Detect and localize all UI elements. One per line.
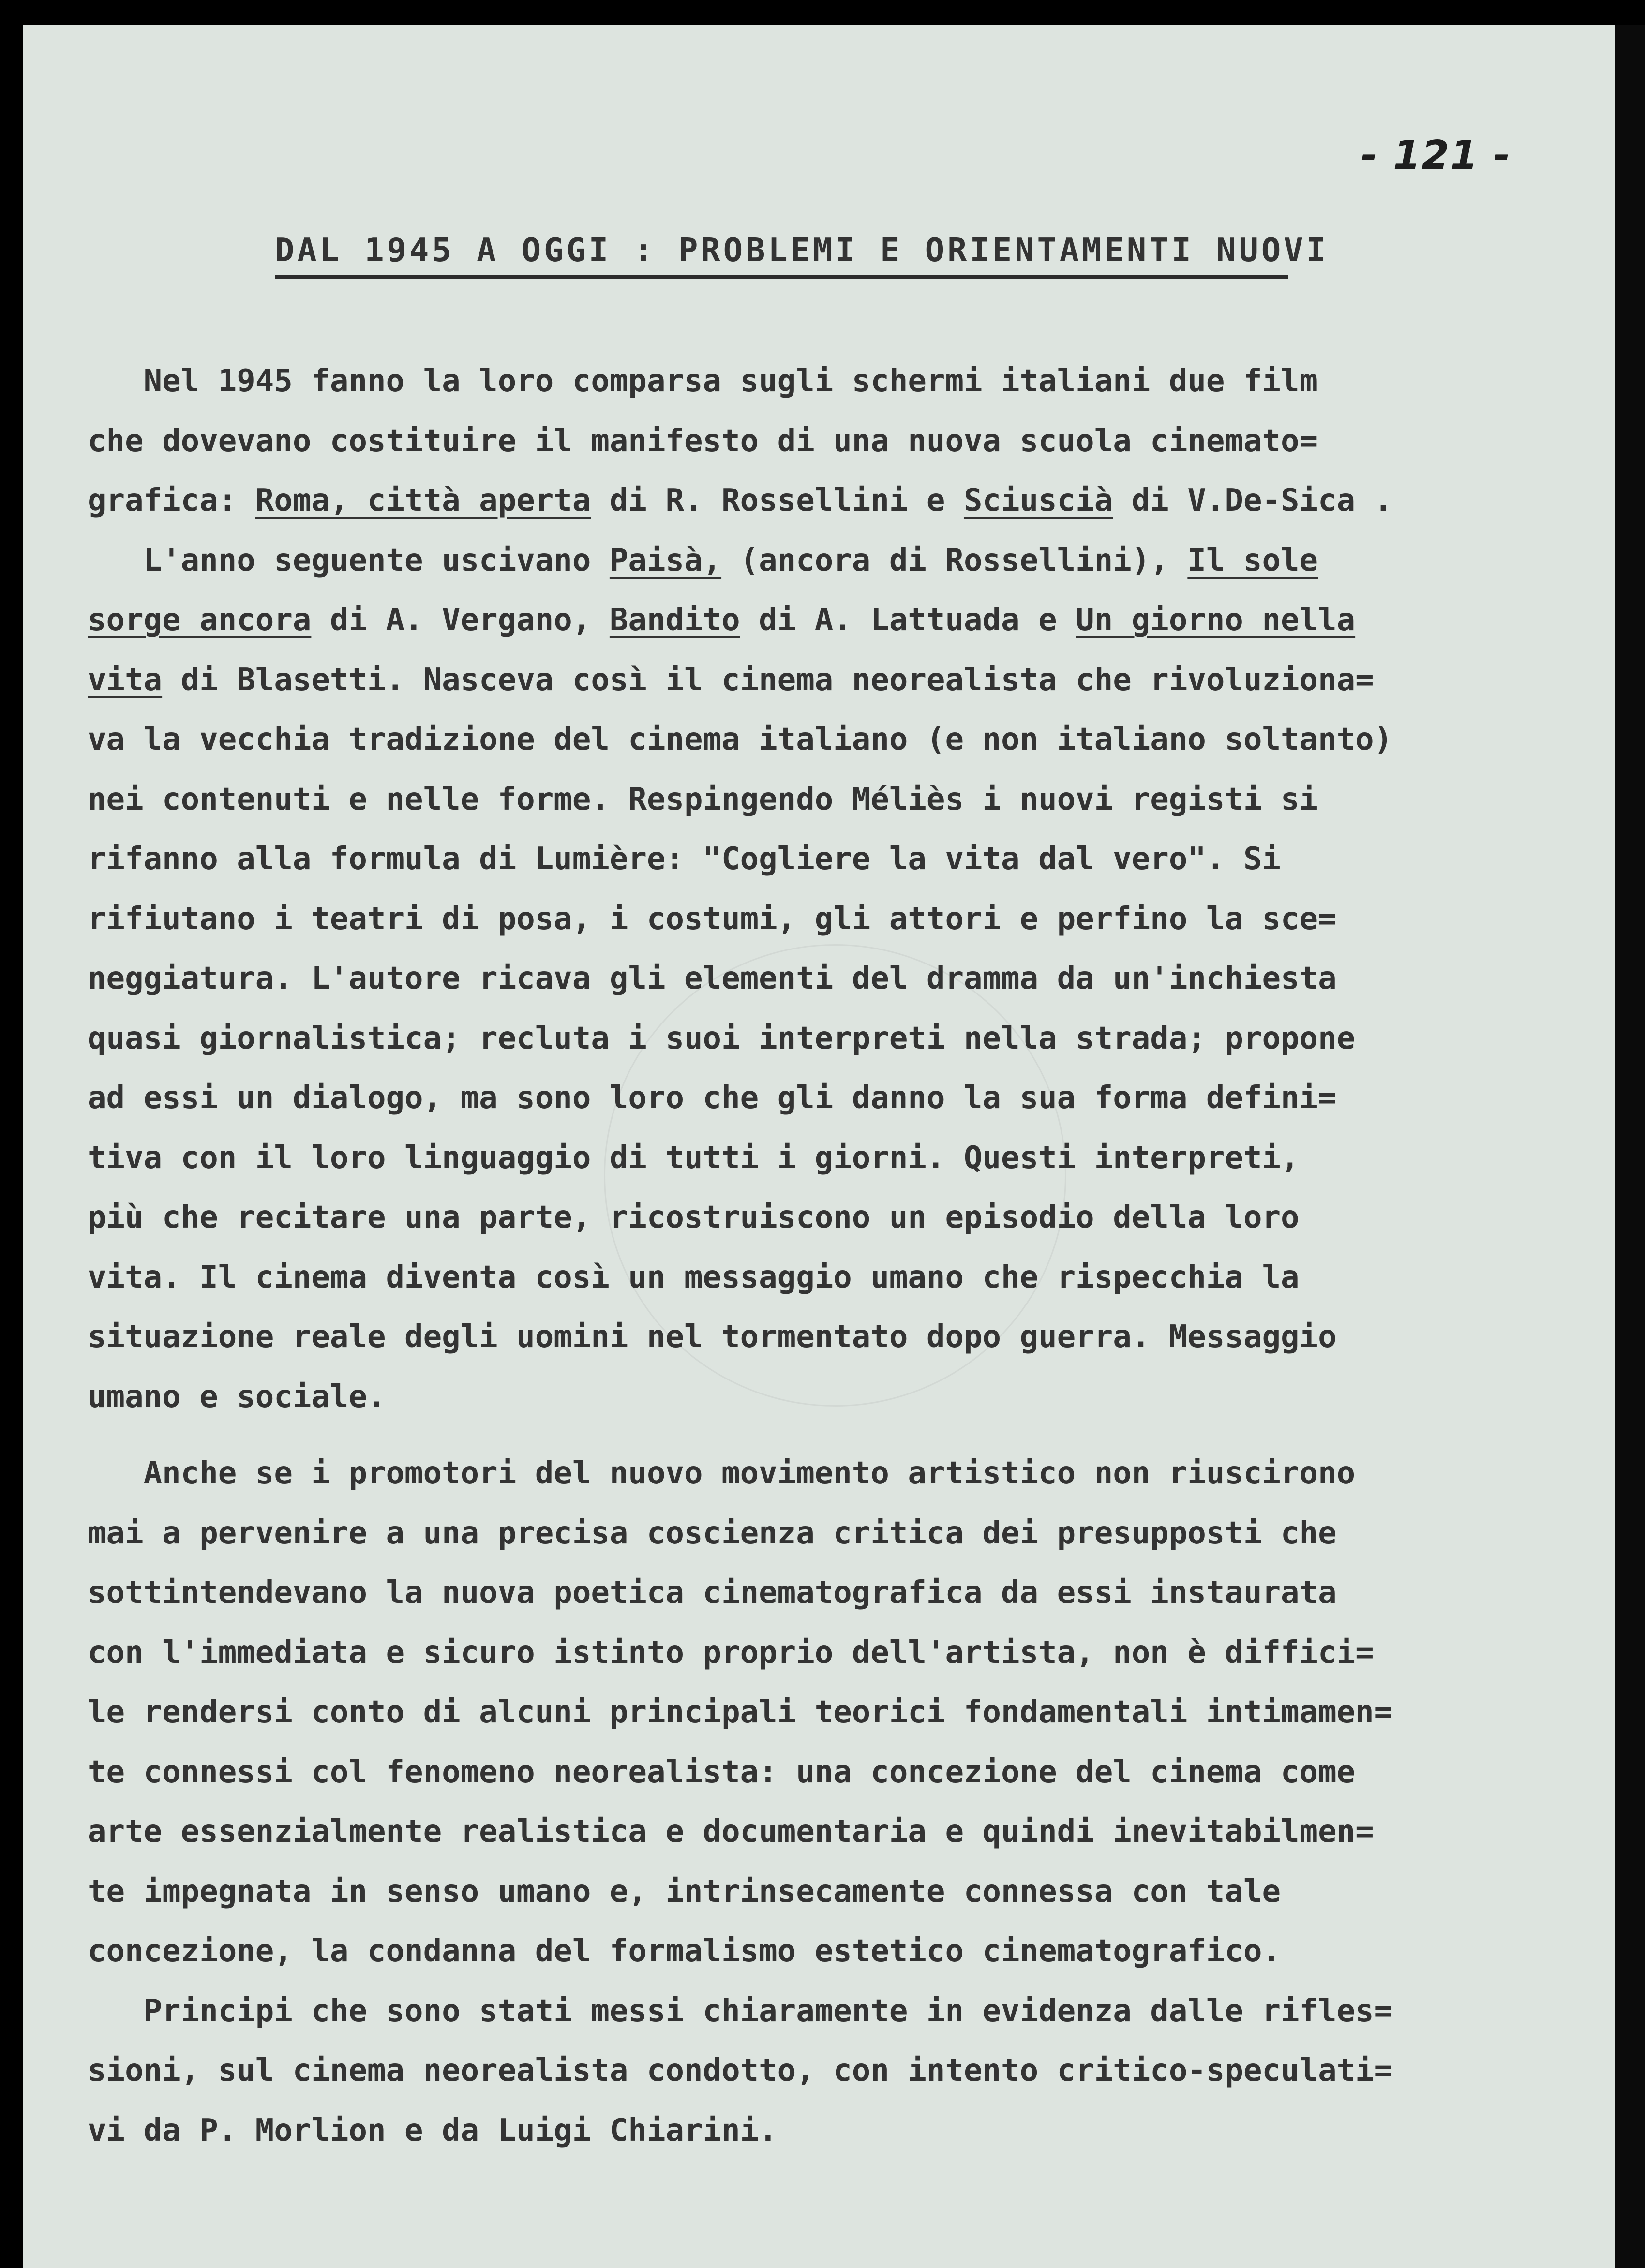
text-line <box>88 1128 1481 1188</box>
underlined-title: Un giorno nella <box>1076 602 1356 638</box>
text-line <box>88 1444 1481 1504</box>
underlined-title: vita <box>88 662 163 698</box>
underlined-title: Roma, città aperta <box>255 483 591 519</box>
underlined-title: sorge ancora <box>88 602 312 638</box>
text-line <box>88 1367 1481 1427</box>
text-line <box>88 949 1481 1009</box>
text-line <box>88 1504 1481 1564</box>
text-segment: te impegnata in senso umano e, intrinsecamente connessa con tale <box>88 1873 1281 1910</box>
text-segment: arte essenzialmente realistica e documentaria e quindi inevitabilmen= <box>88 1814 1374 1850</box>
text-line <box>88 830 1481 889</box>
text-line <box>88 1862 1481 1922</box>
text-line <box>88 2041 1481 2101</box>
text-line <box>88 770 1481 830</box>
text-segment: rifanno alla formula di Lumière: "Cogliere la vita dal vero". Si <box>88 841 1281 877</box>
text-line <box>88 1802 1481 1862</box>
text-segment: ad essi un dialogo, ma sono loro che gli danno la sua forma defini= <box>88 1080 1337 1116</box>
text-segment: di R. Rossellini e <box>591 483 964 519</box>
text-line <box>88 1743 1481 1803</box>
text-line <box>88 1307 1481 1367</box>
text-segment: con l'immediata e sicuro istinto proprio dell'artista, non è diffici= <box>88 1634 1374 1671</box>
text-segment: nei contenuti e nelle forme. Respingendo Méliès i nuovi registi si <box>88 781 1318 817</box>
text-line <box>88 1248 1481 1308</box>
text-segment: (ancora di Rossellini), <box>721 542 1188 578</box>
text-segment: di A. Vergano, <box>311 602 610 638</box>
text-line <box>88 1009 1481 1069</box>
text-segment: L'anno seguente uscivano <box>88 542 610 578</box>
text-line <box>88 531 1481 591</box>
underlined-title: Il sole <box>1187 542 1318 578</box>
text-line <box>88 591 1481 651</box>
text-line <box>88 352 1481 412</box>
text-segment: te connessi col fenomeno neorealista: una concezione del cinema come <box>88 1754 1356 1790</box>
text-segment: mai a pervenire a una precisa coscienza critica dei presupposti che <box>88 1515 1337 1551</box>
text-segment: di A. Lattuada e <box>740 602 1076 638</box>
text-segment: di Blasetti. Nasceva così il cinema neorealista che rivoluziona= <box>162 662 1374 698</box>
text-segment: situazione reale degli uomini nel tormentato dopo guerra. Messaggio <box>88 1319 1337 1355</box>
text-segment: Anche se i promotori del nuovo movimento artistico non riuscirono <box>88 1455 1356 1491</box>
text-line <box>88 889 1481 949</box>
text-line <box>88 1982 1481 2042</box>
text-segment: vita. Il cinema diventa così un messaggio umano che rispecchia la <box>88 1259 1300 1295</box>
text-line <box>88 1623 1481 1683</box>
text-segment: va la vecchia tradizione del cinema italiano (e non italiano soltanto) <box>88 722 1393 757</box>
underlined-title: Bandito <box>609 602 740 638</box>
text-segment: sioni, sul cinema neorealista condotto, con intento critico-speculati= <box>88 2053 1393 2089</box>
text-line <box>88 1068 1481 1128</box>
text-line <box>88 1563 1481 1623</box>
text-segment: sottintendevano la nuova poetica cinematografica da essi instaurata <box>88 1575 1337 1611</box>
text-segment: che dovevano costituire il manifesto di una nuova scuola cinemato= <box>88 423 1318 459</box>
text-line <box>88 1188 1481 1248</box>
text-line <box>88 710 1481 770</box>
document-page <box>23 25 1615 2268</box>
paragraph-gap <box>88 1427 1481 1444</box>
text-line <box>88 2101 1481 2161</box>
text-segment: grafica: <box>88 483 255 519</box>
text-segment: le rendersi conto di alcuni principali teorici fondamentali intimamen= <box>88 1694 1393 1730</box>
text-line <box>88 1922 1481 1982</box>
text-line <box>88 1683 1481 1743</box>
scan-border <box>1615 25 1645 2268</box>
underlined-title: Paisà, <box>609 542 722 578</box>
body-text <box>88 352 1481 2161</box>
page-title: DAL 1945 A OGGI : PROBLEMI E ORIENTAMENTI NUOVI <box>275 234 1288 279</box>
text-segment: di V.De-Sica . <box>1113 483 1393 519</box>
text-segment: neggiatura. L'autore ricava gli elementi del dramma da un'inchiesta <box>88 961 1337 996</box>
text-segment: Principi che sono stati messi chiaramente in evidenza dalle rifles= <box>88 1993 1393 2029</box>
text-segment: umano e sociale. <box>88 1379 386 1415</box>
text-segment: concezione, la condanna del formalismo estetico cinematografico. <box>88 1933 1281 1969</box>
text-segment: vi da P. Morlion e da Luigi Chiarini. <box>88 2112 778 2149</box>
underlined-title: Sciuscià <box>963 483 1113 519</box>
page-number: - 121 - <box>1361 133 1511 178</box>
text-segment: Nel 1945 fanno la loro comparsa sugli schermi italiani due film <box>88 363 1318 399</box>
text-line <box>88 471 1481 531</box>
text-segment: quasi giornalistica; recluta i suoi interpreti nella strada; propone <box>88 1020 1356 1056</box>
text-segment: tiva con il loro linguaggio di tutti i giorni. Questi interpreti, <box>88 1140 1300 1176</box>
text-segment: più che recitare una parte, ricostruiscono un episodio della loro <box>88 1200 1300 1235</box>
text-line <box>88 651 1481 711</box>
text-line <box>88 412 1481 472</box>
text-segment: rifiutano i teatri di posa, i costumi, gli attori e perfino la sce= <box>88 901 1337 937</box>
